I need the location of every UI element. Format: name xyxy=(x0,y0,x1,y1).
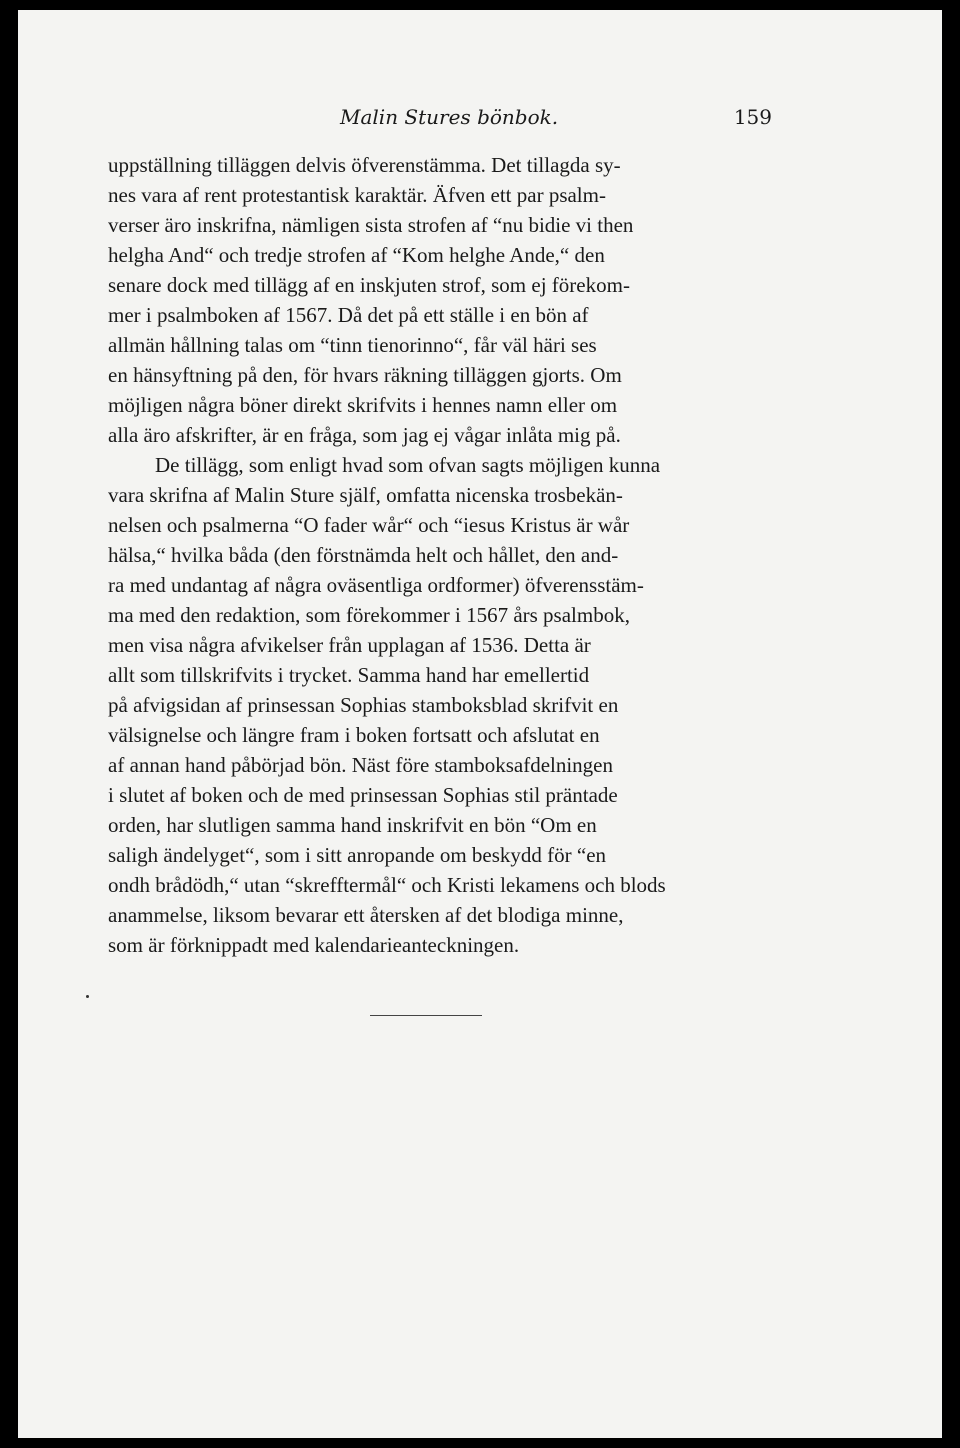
text-line: anammelse, liksom bevarar ett återsken af det blodiga minne, xyxy=(108,903,624,927)
ink-speck xyxy=(86,995,89,998)
text-line: uppställning tilläggen delvis öfverenstämma. Det tillagda sy- xyxy=(108,153,621,177)
body-text xyxy=(108,150,772,960)
text-line: på afvigsidan af prinsessan Sophias stamboksblad skrifvit en xyxy=(108,693,619,717)
running-title: Malin Stures bönbok. xyxy=(340,105,559,129)
text-line: i slutet af boken och de med prinsessan Sophias stil präntade xyxy=(108,783,618,807)
text-line: alla äro afskrifter, är en fråga, som jag ej vågar inlåta mig på. xyxy=(108,423,621,447)
text-line: allmän hållning talas om “tinn tienorinno“, får väl häri ses xyxy=(108,333,597,357)
text-line: allt som tillskrifvits i trycket. Samma hand har emellertid xyxy=(108,663,590,687)
text-line: senare dock med tillägg af en inskjuten strof, som ej förekom- xyxy=(108,273,630,297)
text-line: verser äro inskrifna, nämligen sista strofen af “nu bidie vi then xyxy=(108,213,634,237)
section-end-rule xyxy=(370,1015,482,1016)
text-line: ondh brådödh,“ utan “skrefftermål“ och Kristi lekamens och blods xyxy=(108,873,666,897)
text-line: en hänsyftning på den, för hvars räkning tilläggen gjorts. Om xyxy=(108,363,622,387)
text-line: af annan hand påbörjad bön. Näst före stamboksafdelningen xyxy=(108,753,614,777)
text-line: nelsen och psalmerna “O fader wår“ och “iesus Kristus är wår xyxy=(108,513,630,537)
text-line: välsignelse och längre fram i boken fortsatt och afslutat en xyxy=(108,723,600,747)
text-line: som är förknippadt med kalendarieanteckningen. xyxy=(108,933,520,957)
running-header xyxy=(108,105,772,135)
text-line: ra med undantag af några oväsentliga ordformer) öfverensstäm- xyxy=(108,573,644,597)
scanned-book-page xyxy=(18,10,942,1438)
text-line: orden, har slutligen samma hand inskrifvit en bön “Om en xyxy=(108,813,597,837)
text-line: helgha And“ och tredje strofen af “Kom helghe Ande,“ den xyxy=(108,243,605,267)
text-line: vara skrifna af Malin Sture själf, omfatta nicenska trosbekän- xyxy=(108,483,623,507)
text-line: men visa några afvikelser från upplagan af 1536. Detta är xyxy=(108,633,591,657)
paragraph-start-line: De tillägg, som enligt hvad som ofvan sagts möjligen kunna xyxy=(155,453,661,477)
text-line: möjligen några böner direkt skrifvits i hennes namn eller om xyxy=(108,393,618,417)
text-line: saligh ändelyget“, som i sitt anropande om beskydd för “en xyxy=(108,843,607,867)
text-line: mer i psalmboken af 1567. Då det på ett ställe i en bön af xyxy=(108,303,589,327)
text-line: hälsa,“ hvilka båda (den förstnämda helt och hållet, den and- xyxy=(108,543,619,567)
page-number: 159 xyxy=(733,105,772,129)
text-line: nes vara af rent protestantisk karaktär. Äfven ett par psalm- xyxy=(108,183,606,207)
text-line: ma med den redaktion, som förekommer i 1567 års psalmbok, xyxy=(108,603,630,627)
